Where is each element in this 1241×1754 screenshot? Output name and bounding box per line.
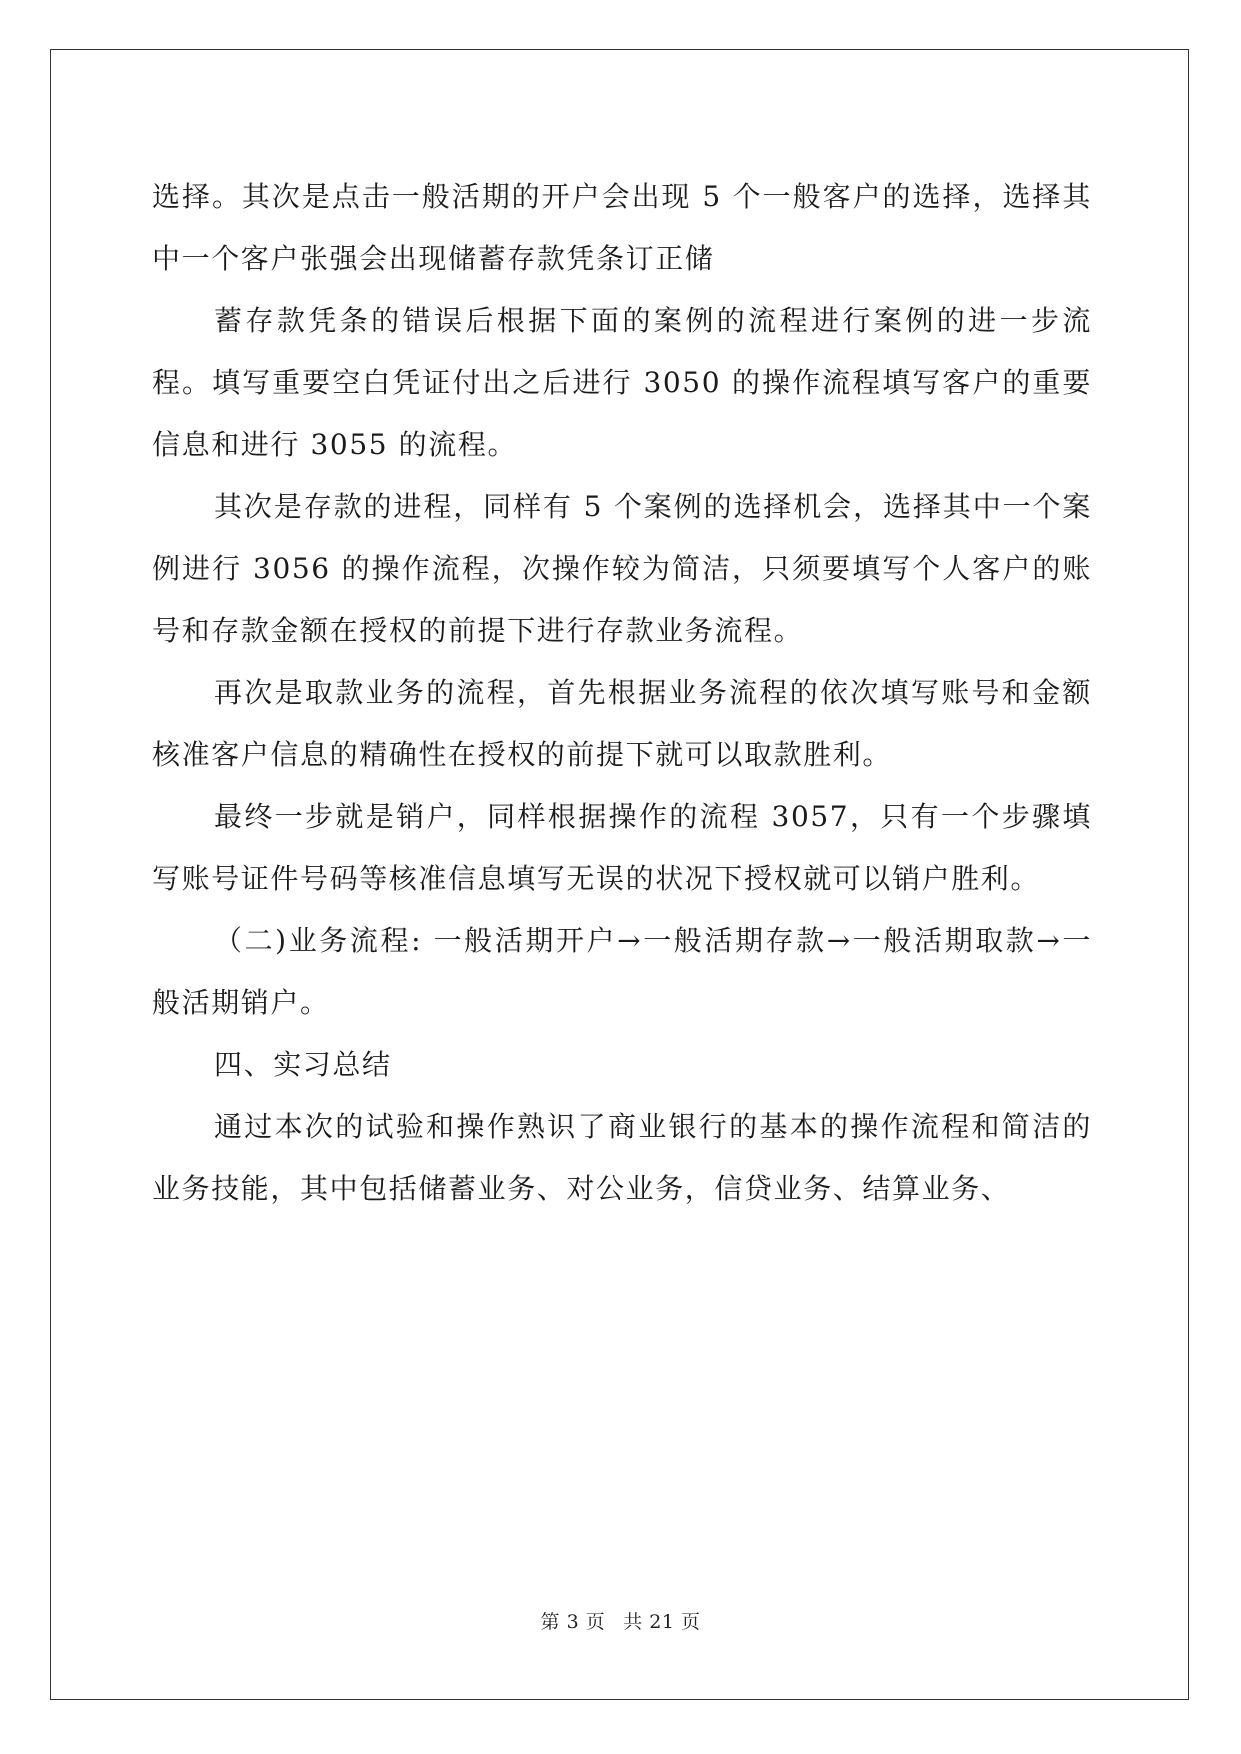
paragraph-1: 选择。其次是点击一般活期的开户会出现 5 个一般客户的选择，选择其中一个客户张强会出现储蓄存款凭条订正储 [152,180,1092,275]
paragraph-3: 其次是存款的进程，同样有 5 个案例的选择机会，选择其中一个案例进行 3056 的操作流程，次操作较为简洁，只须要填写个人客户的账号和存款金额在授权的前提下进行存款业务流程。 [152,490,1092,647]
paragraph-4: 再次是取款业务的流程，首先根据业务流程的依次填写账号和金额核准客户信息的精确性在授权的前提下就可以取款胜利。 [152,676,1092,771]
paragraph-7: 通过本次的试验和操作熟识了商业银行的基本的操作流程和简洁的业务技能，其中包括储蓄业务、对公业务，信贷业务、结算业务、 [152,1110,1092,1205]
paragraph-5: 最终一步就是销户，同样根据操作的流程 3057，只有一个步骤填写账号证件号码等核准信息填写无误的状况下授权就可以销户胜利。 [152,800,1092,895]
section-heading: 四、实习总结 [214,1048,392,1081]
page-footer [0,1607,1241,1634]
paragraph-2: 蓄存款凭条的错误后根据下面的案例的流程进行案例的进一步流程。填写重要空白凭证付出之后进行 3050 的操作流程填写客户的重要信息和进行 3055 的流程。 [152,304,1092,461]
document-body [152,166,1092,1220]
total-pages: 共 21 页 [623,1611,701,1633]
paragraph-6: （二)业务流程: 一般活期开户→一般活期存款→一般活期取款→一般活期销户。 [152,924,1092,1019]
page-number: 第 3 页 [540,1611,606,1633]
